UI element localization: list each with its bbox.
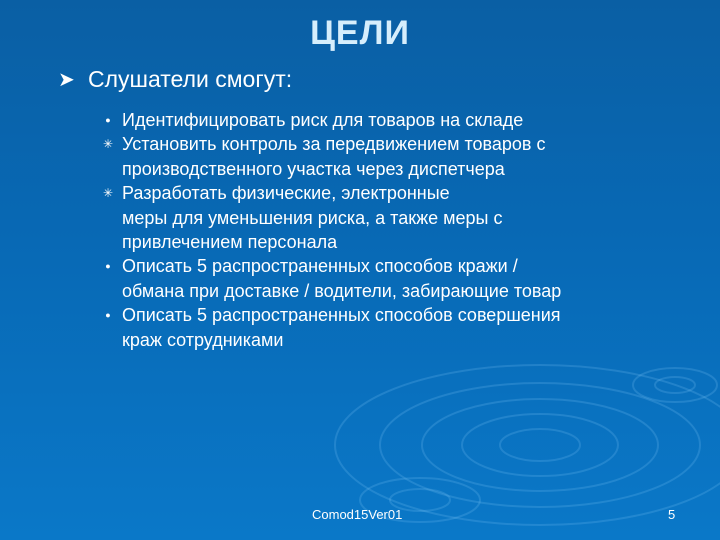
asterisk-bullet-icon: ✳ bbox=[102, 186, 114, 201]
slide-title: ЦЕЛИ bbox=[310, 14, 410, 52]
goal-item bbox=[102, 181, 688, 254]
goal-item bbox=[105, 108, 688, 132]
goal-item bbox=[105, 303, 688, 352]
page-number: 5 bbox=[668, 507, 676, 522]
goal-item-line: Идентифицировать риск для товаров на складе bbox=[122, 110, 524, 130]
goal-item-line: краж сотрудниками bbox=[122, 329, 284, 350]
goal-item-line: обмана при доставке / водители, забирающие товар bbox=[122, 280, 562, 301]
goal-item-line: Установить контроль за передвижением товаров с bbox=[122, 134, 546, 155]
goal-item-line: Описать 5 распространенных способов совершения bbox=[122, 305, 561, 326]
heading-text: Слушатели смогут: bbox=[88, 66, 293, 92]
asterisk-bullet-icon: ✳ bbox=[102, 137, 114, 152]
goal-item-line: привлечением персонала bbox=[122, 232, 338, 253]
dot-bullet-icon: ● bbox=[105, 310, 111, 321]
goal-item bbox=[102, 132, 688, 181]
goal-item-line: Описать 5 распространенных способов кражи / bbox=[122, 256, 518, 277]
arrowhead-icon: ➤ bbox=[58, 69, 75, 91]
goal-item-line: производственного участка через диспетчера bbox=[122, 158, 505, 179]
goal-list bbox=[102, 108, 688, 352]
goal-item-line: меры для уменьшения риска, а также меры с bbox=[122, 207, 503, 228]
goal-item-line: Разработать физические, электронные bbox=[122, 183, 450, 204]
goal-item bbox=[105, 254, 688, 303]
dot-bullet-icon: ● bbox=[105, 115, 111, 125]
dot-bullet-icon: ● bbox=[105, 261, 111, 272]
footer-text: Comod15Ver01 bbox=[312, 507, 403, 522]
